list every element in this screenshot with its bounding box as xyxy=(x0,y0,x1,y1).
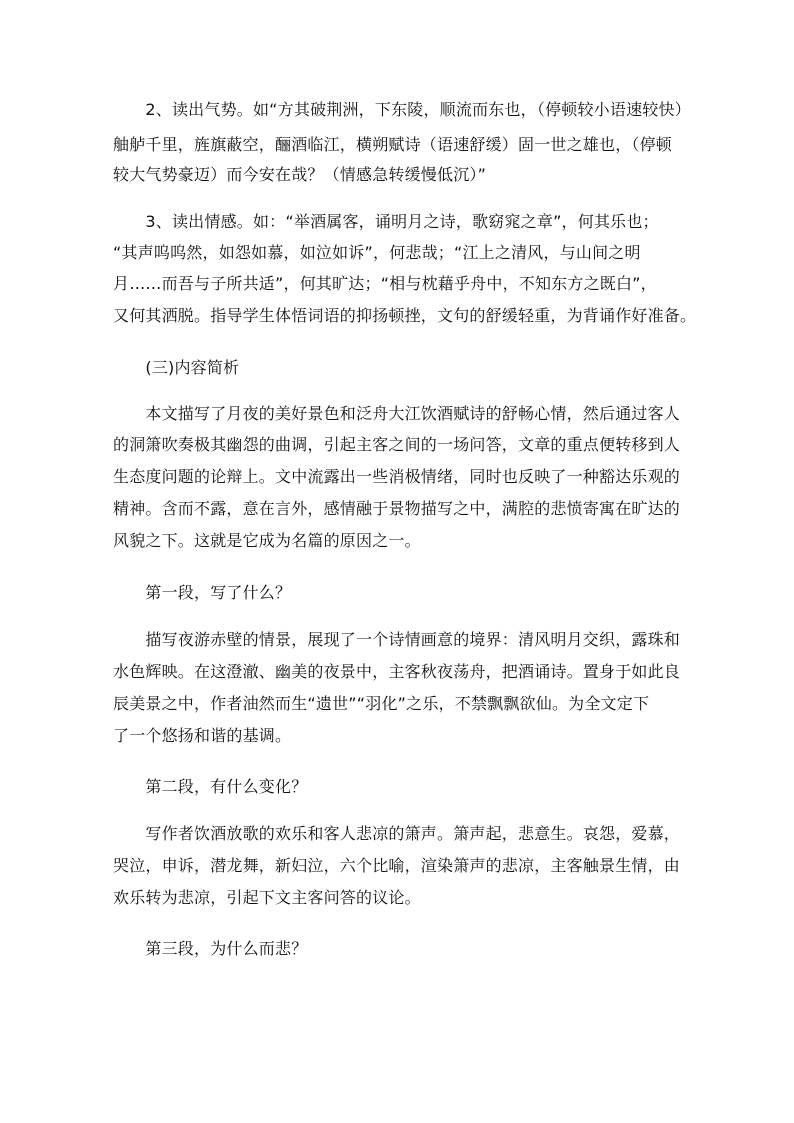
question-heading: 第一段，写了什么？ xyxy=(113,583,292,602)
text-line: 的洞箫吹奏极其幽怨的曲调，引起主客之间的一场问答，文章的重点便转移到人 xyxy=(113,435,681,454)
text-line: 哭泣，申诉，潜龙舞，新妇泣，六个比喻，渲染箫声的悲凉，主客触景生情，由 xyxy=(113,856,681,875)
text-line: 舳舻千里，旌旗蔽空，酾酒临江，横朔赋诗（语速舒缓）固一世之雄也，（停顿 xyxy=(113,135,673,154)
text-line: 生态度问题的论辩上。文中流露出一些消极情绪，同时也反映了一种豁达乐观的 xyxy=(113,467,681,486)
text-line: 辰美景之中，作者油然而生“遗世”“羽化”之乐，不禁飘飘欲仙。为全文定下 xyxy=(113,694,650,713)
text-line: “其声呜呜然，如怨如慕，如泣如诉”，何悲哉；“江上之清风，与山间之明 xyxy=(113,243,641,262)
text-line: 精神。含而不露，意在言外，感情融于景物描写之中，满腔的悲愤寄寓在旷达的 xyxy=(113,499,681,518)
text-line: 本文描写了月夜的美好景色和泛舟大江饮酒赋诗的舒畅心情，然后通过客人 xyxy=(113,404,681,423)
text-line: 3、读出情感。如：“举酒属客，诵明月之诗，歌窈窕之章”，何其乐也； xyxy=(113,212,659,231)
question-heading: 第三段，为什么而悲？ xyxy=(113,939,308,958)
text-line: 了一个悠扬和谐的基调。 xyxy=(113,726,292,745)
text-line: 月……而吾与子所共适”，何其旷达；“相与枕藉乎舟中，不知东方之既白”， xyxy=(113,274,657,293)
text-line: 2、读出气势。如“方其破荆洲，下东陵，顺流而东也，（停顿较小语速较快） xyxy=(113,100,691,119)
text-line: 水色辉映。在这澄澈、幽美的夜景中，主客秋夜荡舟，把酒诵诗。置身于如此良 xyxy=(113,662,681,681)
text-line: 写作者饮酒放歌的欢乐和客人悲凉的箫声。箫声起，悲意生。哀怨，爱慕， xyxy=(113,824,681,843)
section-heading: (三)内容简析 xyxy=(113,358,240,377)
text-line: 又何其洒脱。指导学生体悟词语的抑扬顿挫，文句的舒缓轻重，为背诵作好准备。 xyxy=(113,306,697,325)
text-line: 风貌之下。这就是它成为名篇的原因之一。 xyxy=(113,531,421,550)
text-line: 较大气势豪迈）而今安在哉？（情感急转缓慢低沉）” xyxy=(113,165,487,184)
question-heading: 第二段，有什么变化？ xyxy=(113,777,308,796)
text-line: 描写夜游赤壁的情景，展现了一个诗情画意的境界：清风明月交织，露珠和 xyxy=(113,630,681,649)
text-line: 欢乐转为悲凉，引起下文主客问答的议论。 xyxy=(113,888,421,907)
